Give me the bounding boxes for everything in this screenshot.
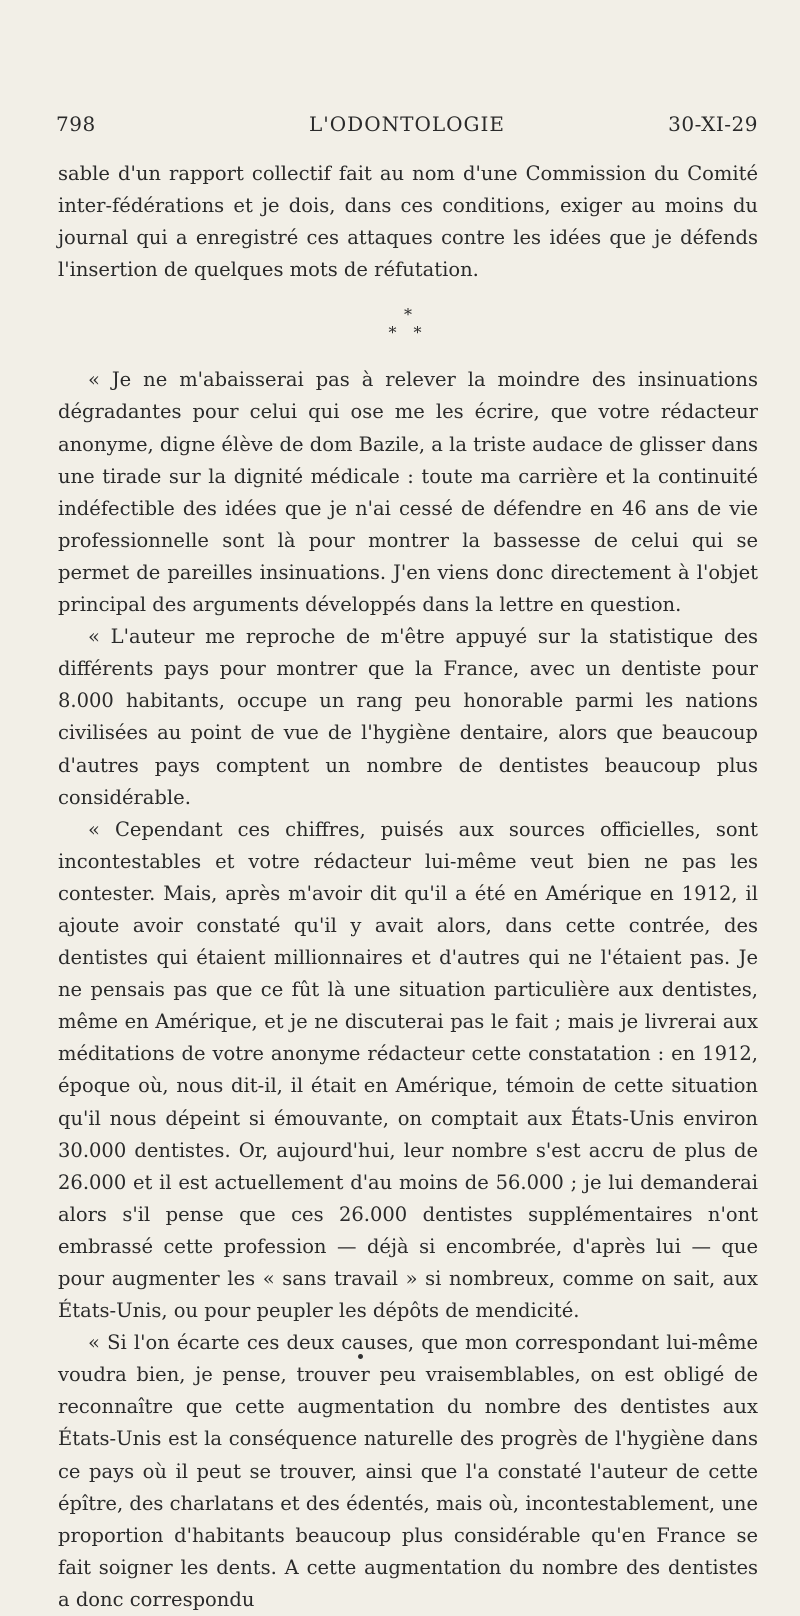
asterism-top: * (404, 305, 412, 325)
journal-title: L'ODONTOLOGIE (309, 112, 505, 136)
paragraph-3: « L'auteur me reproche de m'être appuyé sur la statistique des différents pays pour montrer que la France, avec un dentiste pour 8.000 habitants, occupe un rang peu honorable parmi les nations civilisées au point de vue de l'hygiène dentaire, alors que beaucoup d'autres pays comptent un nombre de dentistes beaucoup plus considérable. (58, 625, 758, 809)
body-text (58, 158, 758, 1616)
asterism-separator (58, 306, 758, 348)
print-speck (358, 1354, 363, 1359)
paragraph-2: « Je ne m'abaisserai pas à relever la moindre des insinuations dégradantes pour celui qui ose me les écrire, que votre rédacteur anonyme, digne élève de dom Bazile, a la triste audace de glisser dans une tirade sur la dignité médicale : toute ma carrière et la continuité indéfectible des idées que je n'ai cessé de défendre en 46 ans de vie professionnelle sont là pour montrer la bassesse de celui qui se permet de pareilles insinuations. J'en viens donc directement à l'objet principal des arguments développés dans la lettre en question. (58, 368, 759, 617)
issue-date: 30-XI-29 (668, 112, 758, 136)
running-header (56, 112, 758, 142)
page-number: 798 (56, 112, 96, 136)
paragraph-1: sable d'un rapport collectif fait au nom d'une Commission du Comité inter-fédérations et je dois, dans ces conditions, exiger au moins du journal qui a enregistré ces attaques contre les idées que je défends l'insertion de quelques mots de réfutation. (58, 162, 758, 282)
paragraph-5: « Si l'on écarte ces deux causes, que mon correspondant lui-même voudra bien, je pense, trouver peu vraisemblables, on est obligé de reconnaître que cette augmentation du nombre des dentistes aux États-Unis est la conséquence naturelle des progrès de l'hygiène dans ce pays où il peut se trouver, ainsi que l'a constaté l'auteur de cette épître, des charlatans et des édentés, mais où, incontestablement, une proportion d'habitants beaucoup plus considérable qu'en France se fait soigner les dents. A cette augmentation du nombre des dentistes a donc correspondu (58, 1331, 758, 1611)
asterism-bottom: * * (388, 323, 428, 343)
paragraph-4: « Cependant ces chiffres, puisés aux sources officielles, sont incontestables et votre rédacteur lui-même veut bien ne pas les contester. Mais, après m'avoir dit qu'il a été en Amérique en 1912, il ajoute avoir constaté qu'il y avait alors, dans cette contrée, des dentistes qui étaient millionnaires et d'autres qui ne l'étaient pas. Je ne pensais pas que ce fût là une situation particulière aux dentistes, même en Amérique, et je ne discuterai pas le fait ; mais je livrerai aux méditations de votre anonyme rédacteur cette constatation : en 1912, époque où, nous dit-il, il était en Amérique, témoin de cette situation qu'il nous dépeint si émouvante, on comptait aux États-Unis environ 30.000 dentistes. Or, aujourd'hui, leur nombre s'est accru de plus de 26.000 et il est actuellement d'au moins de 56.000 ; je lui demanderai alors s'il pense que ces 26.000 dentistes supplémentaires n'ont embrassé cette profession — déjà si encombrée, d'après lui — que pour augmenter les « sans travail » si nombreux, comme on sait, aux États-Unis, ou pour peupler les dépôts de mendicité. (58, 817, 758, 1323)
